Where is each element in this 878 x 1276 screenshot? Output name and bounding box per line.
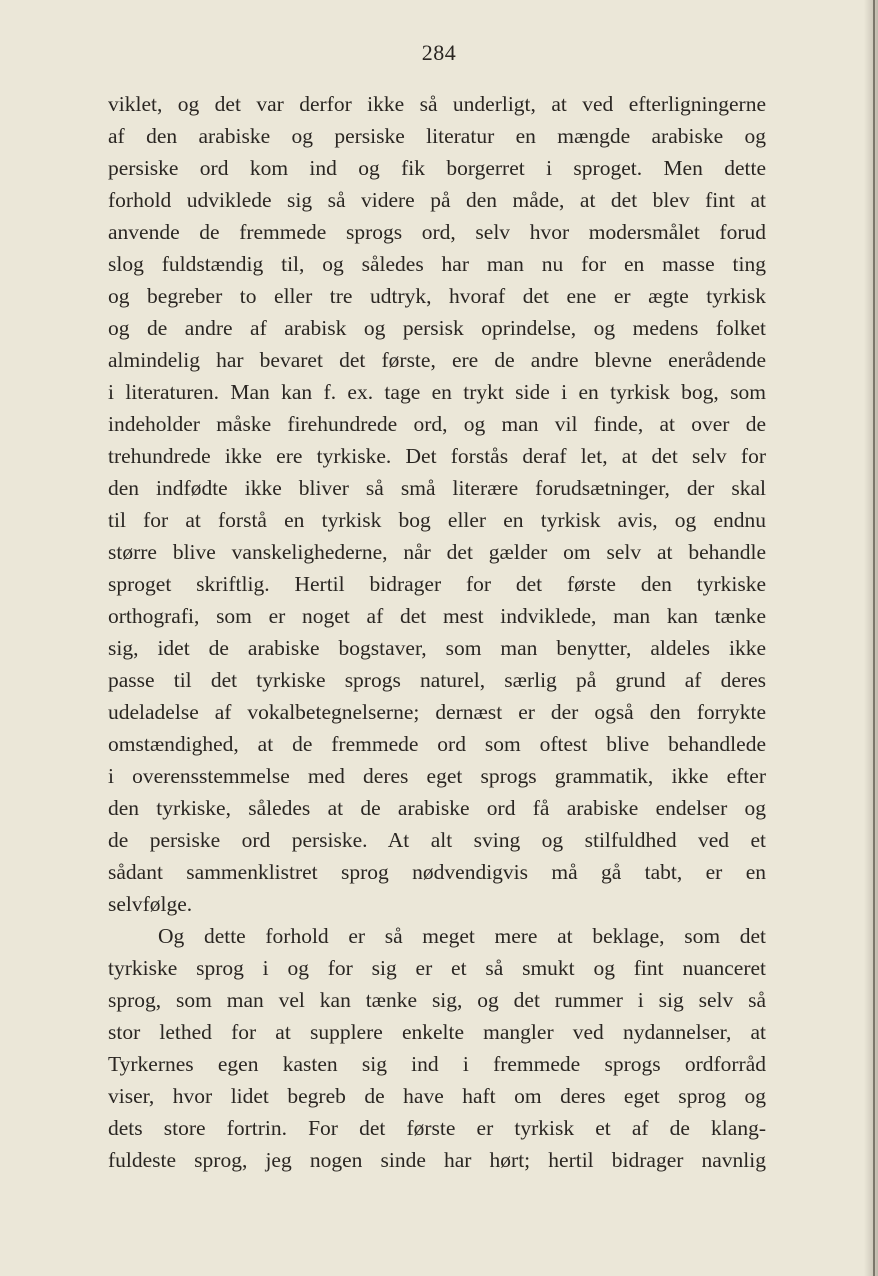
text-line: udeladelse af vokalbetegnelserne; dernæst er der også den forrykte: [108, 700, 766, 724]
page-number: 284: [421, 40, 457, 65]
text-line: tyrkiske sprog i og for sig er et så smukt og fint nuanceret: [108, 956, 766, 980]
text-line: den indfødte ikke bliver så små literære forudsætninger, der skal: [108, 476, 766, 500]
text-line: de persiske ord persiske. At alt sving og stilfuldhed ved et: [108, 828, 766, 852]
text-line: sig, idet de arabiske bogstaver, som man benytter, aldeles ikke: [108, 636, 766, 660]
text-line: stor lethed for at supplere enkelte mangler ved nydannelser, at: [108, 1020, 766, 1044]
text-line: Tyrkernes egen kasten sig ind i fremmede sprogs ordforråd: [108, 1052, 766, 1076]
text-line: almindelig har bevaret det første, ere de andre blevne enerådende: [108, 348, 766, 372]
text-line: orthografi, som er noget af det mest indviklede, man kan tænke: [108, 604, 766, 628]
text-line: sådant sammenklistret sprog nødvendigvis må gå tabt, er en: [108, 860, 766, 884]
text-line: til for at forstå en tyrkisk bog eller en tyrkisk avis, og endnu: [108, 508, 766, 532]
text-line: større blive vanskelighederne, når det gælder om selv at behandle: [108, 540, 766, 564]
text-line: anvende de fremmede sprogs ord, selv hvor modersmålet forud: [108, 220, 766, 244]
text-line: af den arabiske og persiske literatur en mængde arabiske og: [108, 124, 766, 148]
text-line: viklet, og det var derfor ikke så underligt, at ved efterligningerne: [108, 92, 766, 116]
text-line: passe til det tyrkiske sprogs naturel, særlig på grund af deres: [108, 668, 766, 692]
text-line: fuldeste sprog, jeg nogen sinde har hørt; hertil bidrager navnlig: [108, 1148, 766, 1172]
text-line: trehundrede ikke ere tyrkiske. Det forstås deraf let, at det selv for: [108, 444, 766, 468]
text-line: selvfølge.: [108, 892, 193, 916]
text-line: viser, hvor lidet begreb de have haft om deres eget sprog og: [108, 1084, 766, 1108]
text-line: dets store fortrin. For det første er tyrkisk et af de klang-: [108, 1116, 766, 1140]
text-line: sproget skriftlig. Hertil bidrager for det første den tyrkiske: [108, 572, 766, 596]
text-line: persiske ord kom ind og fik borgerret i sproget. Men dette: [108, 156, 766, 180]
text-line: i literaturen. Man kan f. ex. tage en trykt side i en tyrkisk bog, som: [108, 380, 766, 404]
text-line: den tyrkiske, således at de arabiske ord få arabiske endelser og: [108, 796, 766, 820]
text-line: Og dette forhold er så meget mere at beklage, som det: [158, 924, 766, 948]
text-line: sprog, som man vel kan tænke sig, og det rummer i sig selv så: [108, 988, 766, 1012]
text-line: og de andre af arabisk og persisk oprindelse, og medens folket: [108, 316, 766, 340]
text-line: i overensstemmelse med deres eget sprogs grammatik, ikke efter: [108, 764, 766, 788]
text-line: indeholder måske firehundrede ord, og man vil finde, at over de: [108, 412, 766, 436]
page-edge-shadow: [864, 0, 878, 1276]
text-line: og begreber to eller tre udtryk, hvoraf det ene er ægte tyrkisk: [108, 284, 766, 308]
text-line: slog fuldstændig til, og således har man nu for en masse ting: [108, 252, 766, 276]
page-edge-line: [873, 0, 875, 1276]
text-line: forhold udviklede sig så videre på den måde, at det blev fint at: [108, 188, 766, 212]
text-line: omstændighed, at de fremmede ord som oftest blive behandlede: [108, 732, 766, 756]
